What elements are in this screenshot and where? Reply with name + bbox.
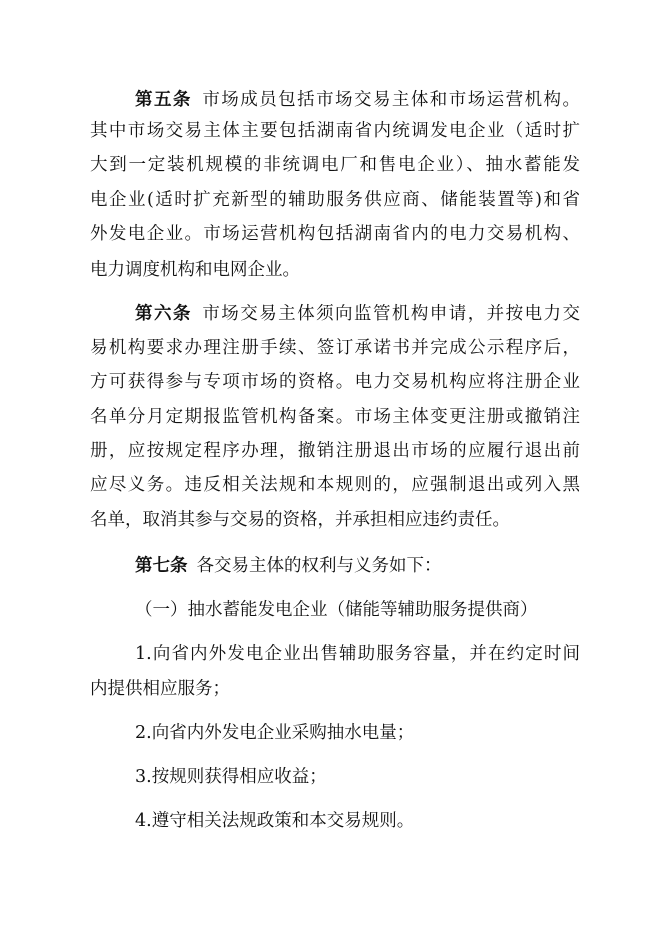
article6-line-1 (135, 302, 580, 326)
article6-text: 市场交易主体须向监管机构申请，并按电力交 (200, 304, 581, 324)
article7-item-1-line-2: 内提供相应服务； (90, 679, 230, 699)
article7-item-4: 4.遵守相关法规政策和本交易规则。 (135, 811, 415, 831)
article7-item-2: 2.向省内外发电企业采购抽水电量； (135, 723, 415, 743)
article6-line-3: 方可获得参与专项市场的资格。电力交易机构应将注册企业 (90, 372, 580, 392)
article5-line-5: 外发电企业。市场运营机构包括湖南省内的电力交易机构、 (90, 224, 580, 244)
article5-line-1 (135, 88, 580, 112)
article7-text: 各交易主体的权利与义务如下： (196, 556, 442, 576)
article7-line-1 (135, 554, 580, 578)
article7-subheading: （一）抽水蓄能发电企业（储能等辅助服务提供商） (135, 600, 538, 620)
article6-line-5: 册，应按规定程序办理，撤销注册退出市场的应履行退出前 (90, 441, 580, 461)
article6-line-7: 名单，取消其参与交易的资格，并承担相应违约责任。 (90, 510, 510, 530)
article5-line-3: 大到一定装机规模的非统调电厂和售电企业）、抽水蓄能发 (90, 155, 580, 175)
article5-text: 市场成员包括市场交易主体和市场运营机构。 (200, 90, 581, 110)
article6-line-4: 名单分月定期报监管机构备案。市场主体变更注册或撤销注 (90, 407, 580, 427)
article5-line-4: 电企业(适时扩充新型的辅助服务供应商、储能装置等)和省 (90, 190, 580, 210)
article6-line-2: 易机构要求办理注册手续、签订承诺书并完成公示程序后， (90, 338, 580, 358)
article7-item-1-line-1: 1.向省内外发电企业出售辅助服务容量，并在约定时间 (135, 644, 580, 664)
article5-line-6: 电力调度机构和电网企业。 (90, 260, 300, 280)
article6-line-6: 应尽义务。违反相关法规和本规则的，应强制退出或列入黑 (90, 475, 580, 495)
article7-heading: 第七条 (135, 556, 188, 576)
article5-line-2: 其中市场交易主体主要包括湖南省内统调发电企业（适时扩 (90, 121, 580, 141)
article7-item-3: 3.按规则获得相应收益； (135, 767, 327, 787)
article5-heading: 第五条 (135, 90, 192, 110)
article6-heading: 第六条 (135, 304, 192, 324)
